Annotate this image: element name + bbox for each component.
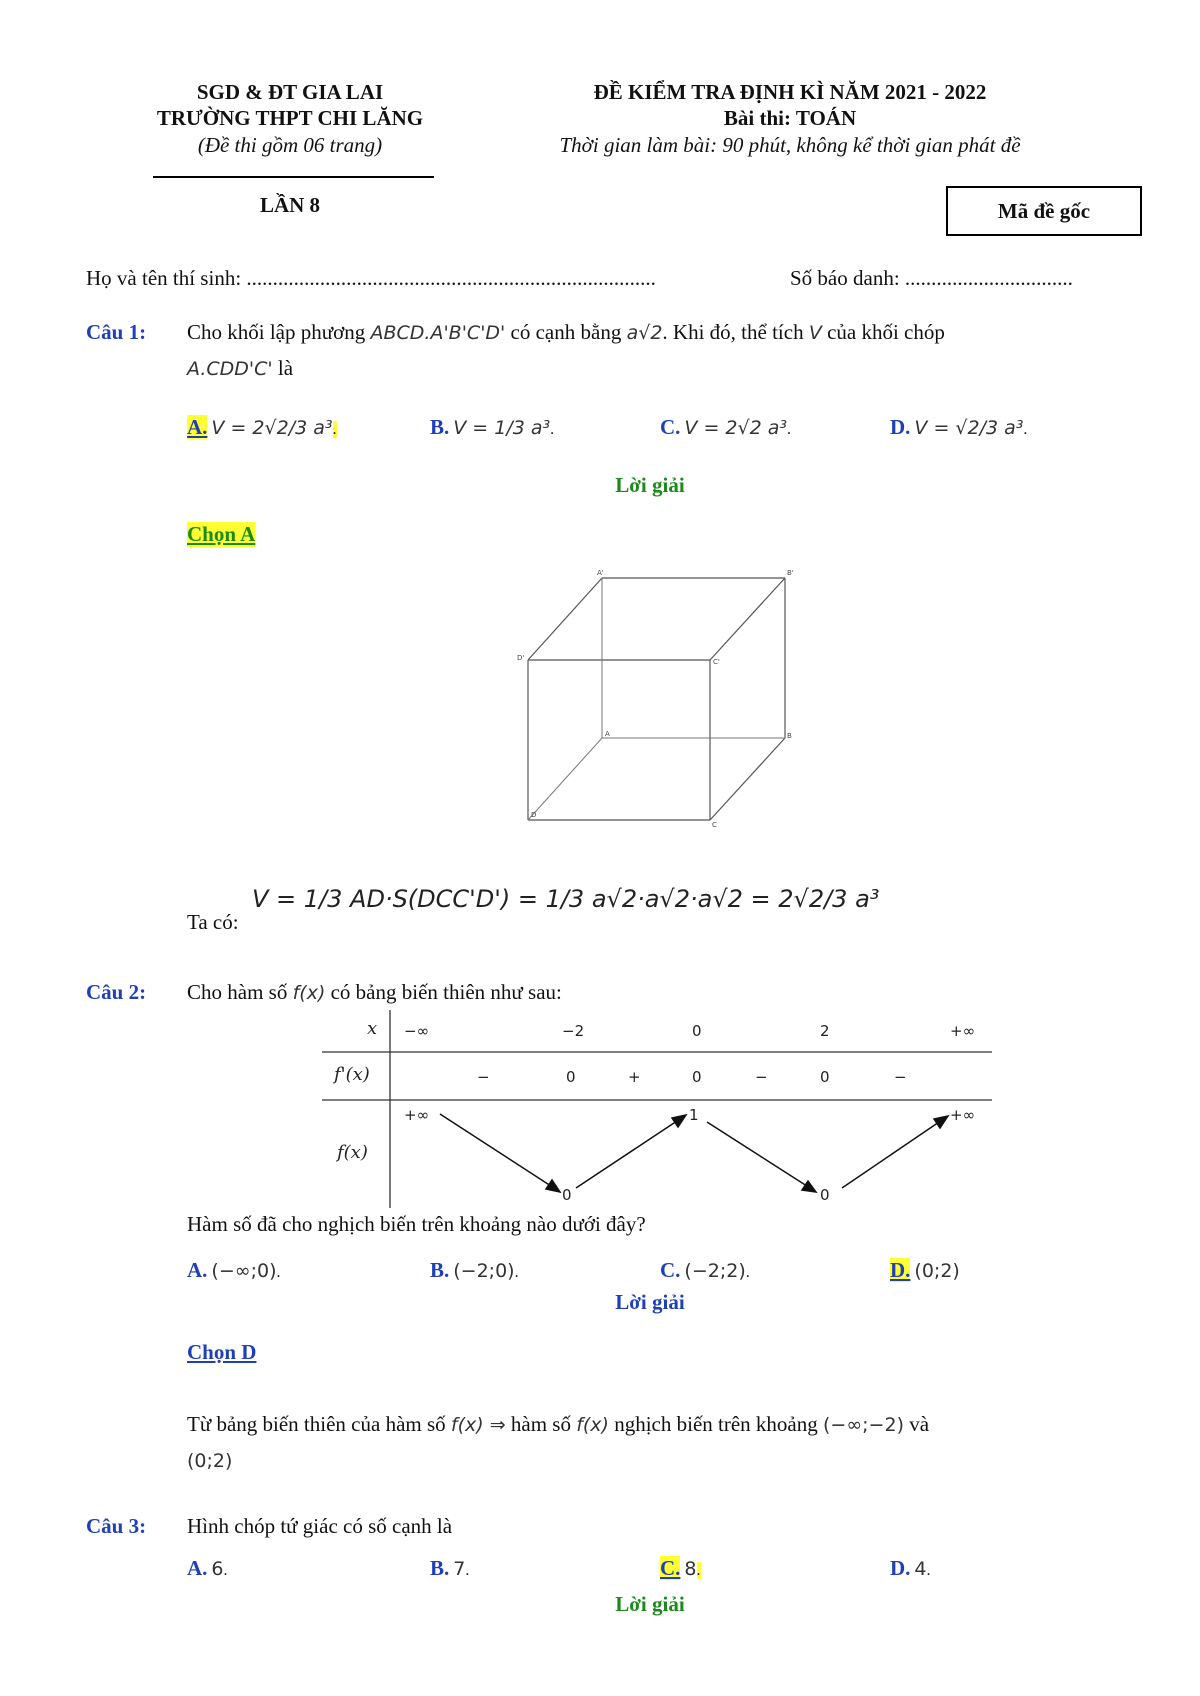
q1-math-edge: a√2 xyxy=(626,322,663,344)
q2-option-a[interactable]: A. (−∞;0). xyxy=(187,1258,281,1282)
q2-text-a: Cho hàm số xyxy=(187,980,288,1004)
q1-option-b[interactable]: B. V = 1/3 a³. xyxy=(430,415,555,439)
table-x-value: −∞ xyxy=(404,1022,430,1040)
cube-label-front-top-left: D' xyxy=(517,654,525,662)
arrow-up xyxy=(576,1119,680,1188)
q2-choose-text: Chọn D xyxy=(187,1340,257,1364)
q2-math-f: f(x) xyxy=(292,982,326,1004)
q3-option-c-math: 8 xyxy=(684,1558,697,1580)
q3-text: Hình chóp tứ giác có số cạnh là xyxy=(187,1514,453,1538)
q2-option-b-math: (−2;0) xyxy=(453,1260,515,1282)
q2-option-c[interactable]: C. (−2;2). xyxy=(660,1258,750,1282)
cube-label-top-back-right: B' xyxy=(787,569,794,577)
arrow-down xyxy=(440,1114,554,1188)
exam-title: ĐỀ KIỂM TRA ĐỊNH KÌ NĂM 2021 - 2022 xyxy=(593,80,987,104)
cube-label-back-bottom-left: A xyxy=(605,730,610,738)
table-fprime-value: 0 xyxy=(566,1068,576,1086)
cube-label-top-back-left: A' xyxy=(597,569,604,577)
time-note: Thời gian làm bài: 90 phút, không kể thời gian phát đề xyxy=(559,133,1021,157)
arrow-up xyxy=(842,1120,942,1188)
q2-number: Câu 2: xyxy=(86,980,147,1004)
page-count-note: (Đề thi gồm 06 trang) xyxy=(197,133,383,157)
q2-text xyxy=(187,980,562,1005)
q1-option-a-label: A. xyxy=(187,415,208,439)
student-name-field: Họ và tên thí sinh: .............................................................................. xyxy=(86,266,656,290)
q1-text-d: của khối chóp xyxy=(827,320,945,344)
student-id-field: Số báo danh: ................................ xyxy=(790,266,1073,290)
table-row-f: f(x) xyxy=(337,1142,368,1163)
table-f-value: 1 xyxy=(689,1106,699,1124)
q1-math-cube: ABCD.A'B'C'D' xyxy=(370,322,506,344)
q2-expl-math3: (−∞;−2) xyxy=(823,1414,904,1436)
table-f-value: 0 xyxy=(562,1186,572,1204)
table-f-value: +∞ xyxy=(404,1106,430,1124)
table-fprime-value: 0 xyxy=(820,1068,830,1086)
cube-figure xyxy=(515,565,795,830)
q3-option-b[interactable]: B. 7. xyxy=(430,1556,470,1580)
arrow-up-head xyxy=(934,1116,948,1128)
q1-option-c-math: V = 2√2 a³ xyxy=(684,417,788,439)
table-row-fprime: f'(x) xyxy=(334,1064,370,1085)
table-x-value: 2 xyxy=(820,1022,830,1040)
cube-label-front-top-right: C' xyxy=(713,658,720,666)
table-fprime-value: 0 xyxy=(692,1068,702,1086)
q2-explanation xyxy=(187,1412,1127,1437)
variation-table xyxy=(322,1010,992,1210)
q2-option-a-math: (−∞;0) xyxy=(211,1260,277,1282)
cube-label-front-bottom-left: D xyxy=(531,811,537,819)
q2-option-d-math: (0;2) xyxy=(914,1260,960,1282)
subject: Bài thi: TOÁN xyxy=(723,106,857,130)
exam-code-box: Mã đề gốc xyxy=(946,186,1142,236)
cube-hidden-edge xyxy=(528,738,602,820)
q1-option-b-label: B. xyxy=(430,415,450,439)
q3-solution-title: Lời giải xyxy=(615,1592,685,1616)
q1-option-d-label: D. xyxy=(890,415,911,439)
q3-option-a[interactable]: A. 6. xyxy=(187,1556,228,1580)
q1-option-c[interactable]: C. V = 2√2 a³. xyxy=(660,415,792,439)
table-fprime-value: + xyxy=(628,1068,641,1086)
q1-option-c-label: C. xyxy=(660,415,681,439)
table-row-x: x xyxy=(367,1018,378,1039)
q1-option-a-math: V = 2√2/3 a³ xyxy=(211,417,333,439)
q2-expl-c: nghịch biến trên khoảng xyxy=(614,1412,818,1436)
q2-expl-b: hàm số xyxy=(510,1412,571,1436)
table-fprime-value: − xyxy=(755,1068,768,1086)
school-name: TRƯỜNG THPT CHI LĂNG xyxy=(156,106,424,130)
q2-text-b: có bảng biến thiên như sau: xyxy=(330,980,562,1004)
q1-text-b: có cạnh bằng xyxy=(510,320,622,344)
q3-option-d[interactable]: D. 4. xyxy=(890,1556,931,1580)
arrow-down-head xyxy=(802,1181,816,1192)
q1-solution-title: Lời giải xyxy=(615,473,685,497)
q1-text-line2 xyxy=(187,356,293,381)
table-fprime-value: − xyxy=(894,1068,907,1086)
q1-text-c: . Khi đó, thể tích xyxy=(662,320,804,344)
q1-calc-prefix: Ta có: xyxy=(187,910,239,934)
table-x-value: −2 xyxy=(562,1022,585,1040)
q1-calc-formula: V = 1/3 AD·S(DCC'D') = 1/3 a√2·a√2·a√2 = 2√2/3 a³ xyxy=(252,885,880,913)
q3-option-c[interactable]: C. 8. xyxy=(660,1556,701,1580)
q1-option-a[interactable]: A. V = 2√2/3 a³. xyxy=(187,415,337,439)
q2-expl-math4: (0;2) xyxy=(187,1450,233,1472)
q2-option-b[interactable]: B. (−2;0). xyxy=(430,1258,519,1282)
cube-label-front-bottom-right: C xyxy=(712,821,717,829)
q2-option-b-label: B. xyxy=(430,1258,450,1282)
q3-option-b-math: 7 xyxy=(453,1558,466,1580)
q3-option-d-label: D. xyxy=(890,1556,911,1580)
q2-question: Hàm số đã cho nghịch biến trên khoảng nào dưới đây? xyxy=(187,1212,646,1236)
cube-edge xyxy=(710,578,785,660)
cube-label-back-bottom-right: B xyxy=(787,732,792,740)
q2-expl-math2: f(x) xyxy=(576,1414,609,1436)
table-x-value: 0 xyxy=(692,1022,702,1040)
q2-expl-d: và xyxy=(909,1412,930,1436)
exam-round: LẦN 8 xyxy=(259,193,321,217)
q1-math-v: V xyxy=(808,322,822,344)
q2-option-d[interactable] xyxy=(890,1258,960,1283)
q1-option-b-math: V = 1/3 a³ xyxy=(453,417,551,439)
q3-option-a-label: A. xyxy=(187,1556,208,1580)
q1-text xyxy=(187,320,1127,345)
q2-choose xyxy=(187,1340,256,1365)
q3-option-b-label: B. xyxy=(430,1556,450,1580)
q2-option-c-label: C. xyxy=(660,1258,681,1282)
cube-edge xyxy=(710,738,785,820)
table-f-value: 0 xyxy=(820,1186,830,1204)
header-divider xyxy=(153,176,434,178)
table-f-value: +∞ xyxy=(950,1106,976,1124)
q2-expl-math1: f(x) ⇒ xyxy=(450,1414,506,1436)
department-title: SGD & ĐT GIA LAI xyxy=(196,80,384,104)
arrow-down-head xyxy=(546,1180,560,1192)
q3-number: Câu 3: xyxy=(86,1514,147,1538)
q3-option-c-label: C. xyxy=(660,1556,681,1580)
table-fprime-value: − xyxy=(477,1068,490,1086)
q2-expl-a: Từ bảng biến thiên của hàm số xyxy=(187,1412,446,1436)
q2-option-a-label: A. xyxy=(187,1258,208,1282)
q2-option-d-label: D. xyxy=(890,1258,911,1282)
q1-number: Câu 1: xyxy=(86,320,147,344)
q3-option-d-math: 4 xyxy=(914,1558,927,1580)
arrow-up-head xyxy=(672,1115,686,1127)
table-x-value: +∞ xyxy=(950,1022,976,1040)
q1-math-pyramid: A.CDD'C' xyxy=(187,358,273,380)
q1-option-d-math: V = √2/3 a³ xyxy=(914,417,1024,439)
q3-option-a-math: 6 xyxy=(211,1558,224,1580)
q1-choose: Chọn A xyxy=(187,522,256,546)
q1-text-e: là xyxy=(277,356,294,380)
q1-option-d[interactable]: D. V = √2/3 a³. xyxy=(890,415,1028,439)
q1-text-a: Cho khối lập phương xyxy=(187,320,366,344)
q2-option-c-math: (−2;2) xyxy=(684,1260,746,1282)
q2-solution-title: Lời giải xyxy=(615,1290,685,1314)
arrow-down xyxy=(707,1122,810,1188)
cube-edge xyxy=(528,578,602,660)
